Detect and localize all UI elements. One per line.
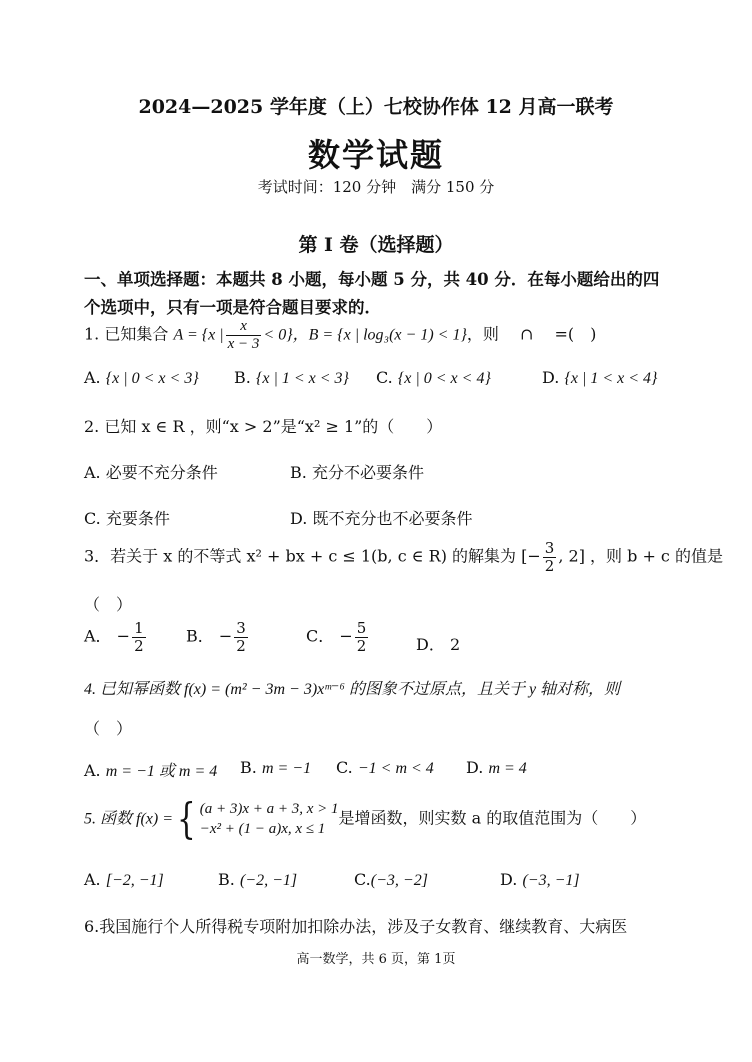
q1-suffix: ，则 ∩ =( )	[466, 324, 597, 344]
q1-set-a-lhs: A = {x |	[173, 326, 224, 344]
q4-option-b: B. m = −1	[240, 758, 312, 777]
q3-option-d: D． 2	[416, 635, 461, 654]
q1-option-a: A. {x | 0 < x < 3}	[84, 368, 199, 387]
q1-option-d: D. {x | 1 < x < 4}	[542, 368, 658, 387]
q5-brace: {	[177, 794, 196, 843]
q3-prefix: 3．若关于 x 的不等式 x² + bx + c ≤ 1(b, c ∈ R) 的解集为 [−	[84, 546, 541, 566]
q3-option-b: B． − $\frac{3}{2}$	[186, 619, 246, 655]
question-3-stem	[84, 540, 723, 574]
q5-piecewise	[200, 799, 339, 840]
q1-option-c: C. {x | 0 < x < 4}	[376, 368, 491, 387]
page-title: 数学试题	[307, 136, 444, 174]
q1-option-b: B. {x | 1 < x < 3}	[234, 368, 349, 387]
question-1-stem	[84, 318, 596, 352]
question-4-stem: 4. 已知幂函数 f(x) = (m² − 3m − 3)xᵐ⁻⁶ 的图象不过原点，且关于 y 轴对称，则	[84, 681, 621, 698]
q5-suffix: 是增函数，则实数 a 的取值范围为（ ）	[338, 808, 647, 828]
q1-frac-denominator: x − 3	[227, 335, 260, 352]
question-5-stem	[84, 794, 647, 843]
section-instructions-line2: 个选项中，只有一项是符合题目要求的．	[84, 298, 381, 317]
page-footer: 高一数学，共 6 页，第 1页	[296, 952, 456, 967]
q1-prefix: 1. 已知集合	[84, 324, 174, 344]
q5-prefix: 5. 函数 f(x) =	[84, 810, 174, 828]
q3-frac-denominator: 2	[544, 556, 555, 575]
q1-set-a-rhs: < 0}，	[263, 326, 309, 344]
section-instructions-line1: 一、单项选择题：本题共 8 小题，每小题 5 分，共 40 分．在每小题给出的四	[84, 270, 660, 289]
q1-frac-numerator: x	[226, 318, 262, 336]
q3-frac-numerator: 3	[544, 539, 555, 557]
q5-case-1: (a + 3)x + a + 3, x > 1	[199, 800, 339, 817]
q1-fraction	[226, 318, 262, 352]
q2-option-a: A. 必要不充分条件	[84, 463, 218, 482]
q5-option-d: D. (−3, −1]	[500, 870, 580, 889]
q3-option-a: A． − $\frac{1}{2}$	[84, 619, 144, 655]
q2-option-b: B. 充分不必要条件	[290, 463, 424, 482]
question-2-stem: 2. 已知 x ∈ R ，则“x > 2”是“x² ≥ 1”的（ ）	[84, 417, 443, 436]
q5-option-b: B. (−2, −1]	[218, 870, 298, 889]
q3-suffix: , 2] ，则 b + c 的值是	[558, 546, 723, 566]
q5-option-c: C.(−3, −2]	[354, 870, 428, 889]
q1-set-b: B = {x | log₃(x − 1) < 1}	[308, 326, 467, 344]
q4-option-c: C. −1 < m < 4	[336, 758, 434, 777]
section-title: 第 I 卷（选择题）	[298, 234, 454, 256]
exam-subtitle: 考试时间：120 分钟 满分 150 分	[257, 178, 495, 196]
question-6-stem: 6.我国施行个人所得税专项附加扣除办法，涉及子女教育、继续教育、大病医	[84, 917, 628, 936]
q3-fraction	[543, 540, 557, 574]
q4-option-d: D. m = 4	[466, 758, 527, 777]
q4-option-a: A. m = −1 或 m = 4	[84, 761, 218, 780]
q2-option-d: D. 既不充分也不必要条件	[290, 509, 473, 528]
q5-option-a: A. [−2, −1]	[84, 870, 164, 889]
question-4-stem-line2: （ ）	[84, 719, 133, 738]
q3-option-c: C． − $\frac{5}{2}$	[306, 619, 367, 655]
q2-option-c: C. 充要条件	[84, 509, 170, 528]
question-3-stem-line2: （ ）	[84, 595, 133, 614]
exam-header: 2024—2025 学年度（上）七校协作体 12 月高一联考	[138, 96, 614, 118]
q5-case-2: −x² + (1 − a)x, x ≤ 1	[199, 821, 326, 837]
